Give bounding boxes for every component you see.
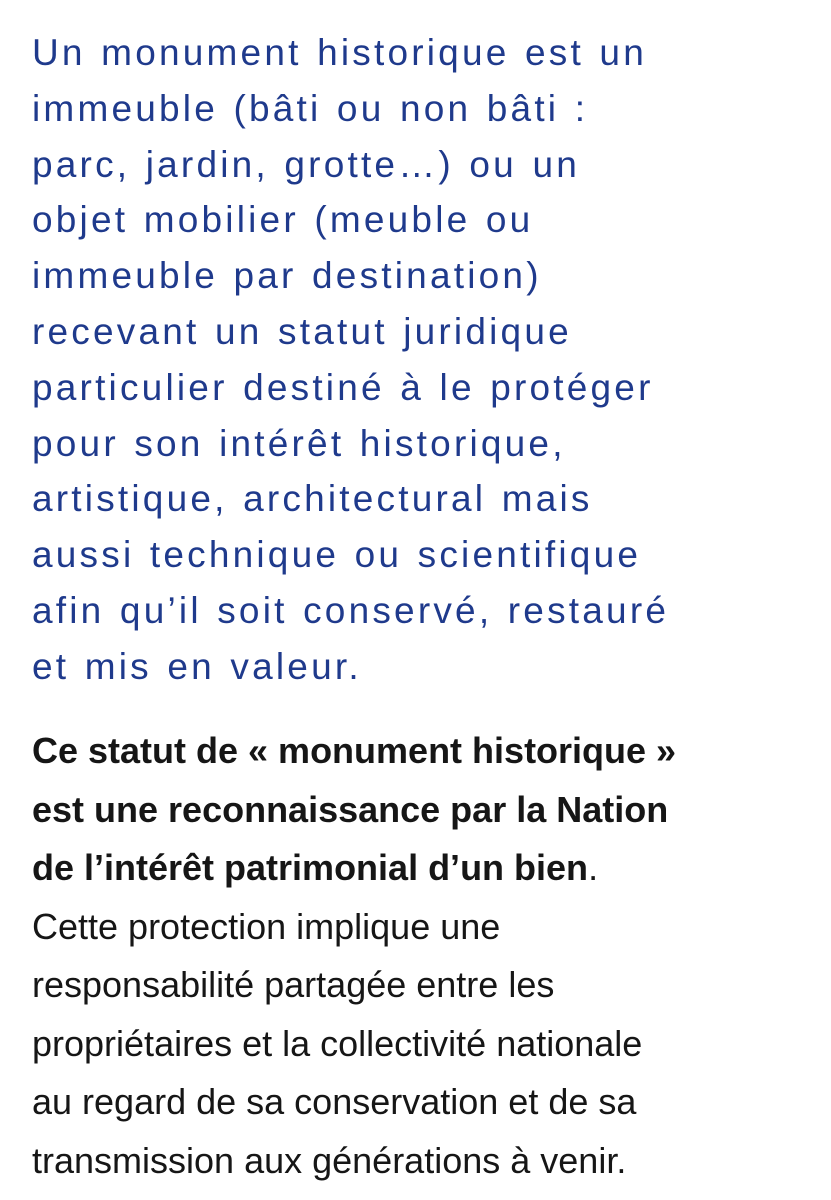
intro-line: afin qu’il soit conservé, restauré bbox=[32, 589, 670, 631]
statement-bold-last-line bbox=[32, 839, 822, 898]
statement-line: Cette protection implique une bbox=[32, 905, 501, 947]
intro-paragraph bbox=[32, 25, 822, 695]
statement-line: propriétaires et la collectivité nationale bbox=[32, 1022, 643, 1064]
intro-line: Un monument historique est un bbox=[32, 32, 647, 73]
intro-line: immeuble (bâti ou non bâti : bbox=[32, 87, 589, 129]
statement-line: transmission aux générations à venir. bbox=[32, 1139, 627, 1181]
statement-line: responsabilité partagée entre les bbox=[32, 964, 555, 1005]
intro-line: et mis en valeur. bbox=[32, 645, 362, 687]
intro-line: aussi technique ou scientifique bbox=[32, 534, 642, 576]
intro-line: parc, jardin, grotte…) ou un bbox=[32, 143, 580, 185]
intro-line: objet mobilier (meuble ou bbox=[32, 199, 534, 241]
intro-line: recevant un statut juridique bbox=[32, 310, 572, 352]
statement-bold-line: est une reconnaissance par la Nation bbox=[32, 788, 669, 830]
statement-end-punctuation: . bbox=[588, 847, 599, 888]
statement-bold-line: Ce statut de « monument historique » bbox=[32, 730, 677, 771]
intro-line: pour son intérêt historique, bbox=[32, 422, 566, 464]
intro-line: artistique, architectural mais bbox=[32, 478, 593, 520]
statement-paragraph bbox=[32, 722, 822, 1190]
statement-bold-line: de l’intérêt patrimonial d’un bien bbox=[32, 847, 589, 888]
intro-line: immeuble par destination) bbox=[32, 255, 542, 297]
statement-line: au regard de sa conservation et de sa bbox=[32, 1081, 637, 1122]
intro-line: particulier destiné à le protéger bbox=[32, 366, 654, 408]
